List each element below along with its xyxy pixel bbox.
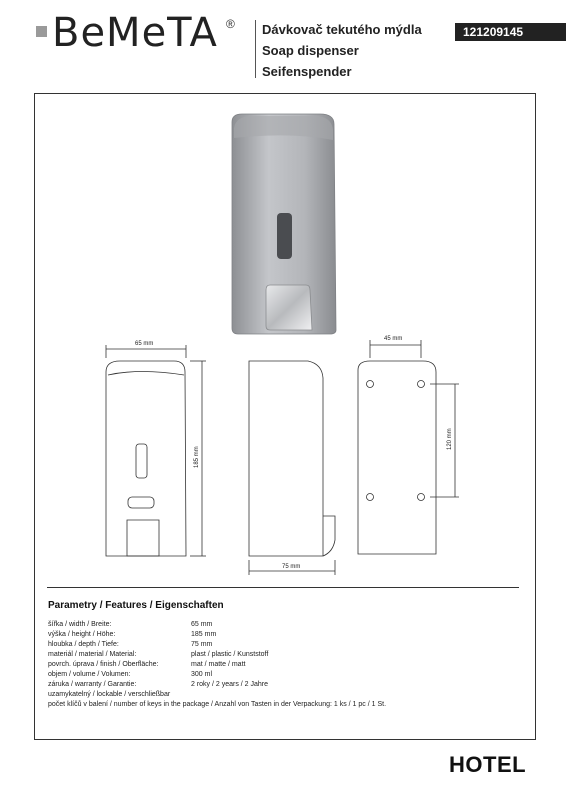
title-en: Soap dispenser	[262, 43, 359, 58]
feature-value: 300 ml	[191, 671, 213, 678]
feature-label: záruka / warranty / Garantie:	[48, 681, 137, 688]
feature-label: objem / volume / Volumen:	[48, 671, 131, 678]
front-view-drawing	[106, 345, 206, 556]
feature-label: uzamykatelný / lockable / verschließbar	[48, 691, 171, 698]
feature-label: počet klíčů v balení / number of keys in the package / Anzahl von Tasten in der Verpackung: 1 ks / 1 pc / 1 St.	[48, 701, 387, 708]
features-heading: Parametry / Features / Eigenschaften	[48, 600, 224, 611]
dim-front-height: 185 mm	[194, 446, 200, 468]
dim-front-width: 65 mm	[135, 341, 154, 347]
feature-label: šířka / width / Breite:	[48, 621, 112, 628]
side-view-drawing	[249, 361, 335, 575]
dim-mount-vertical: 120 mm	[447, 428, 453, 450]
registered-mark: ®	[226, 17, 235, 31]
feature-label: výška / height / Höhe:	[48, 631, 116, 638]
product-code: 121209145	[455, 23, 566, 41]
section-divider	[47, 587, 519, 588]
feature-value: plast / plastic / Kunststoff	[191, 651, 269, 658]
title-cz: Dávkovač tekutého mýdla	[262, 22, 422, 37]
dim-mount-horizontal: 45 mm	[384, 336, 403, 342]
feature-label: materiál / material / Material:	[48, 651, 137, 658]
feature-label: hloubka / depth / Tiefe:	[48, 641, 119, 648]
title-de: Seifenspender	[262, 64, 352, 79]
feature-value: 2 roky / 2 years / 2 Jahre	[191, 681, 269, 688]
feature-label: povrch. úprava / finish / Oberfläche:	[48, 661, 159, 668]
dim-side-depth: 75 mm	[282, 564, 301, 570]
product-photo	[232, 114, 336, 334]
feature-value: 185 mm	[191, 631, 217, 638]
feature-value: 65 mm	[191, 621, 213, 628]
back-view-drawing	[358, 340, 459, 554]
category-label: HOTEL	[449, 752, 527, 777]
feature-value: 75 mm	[191, 641, 213, 648]
feature-value: mat / matte / matt	[191, 661, 246, 668]
brand-logo: BeMeTA	[52, 10, 218, 56]
